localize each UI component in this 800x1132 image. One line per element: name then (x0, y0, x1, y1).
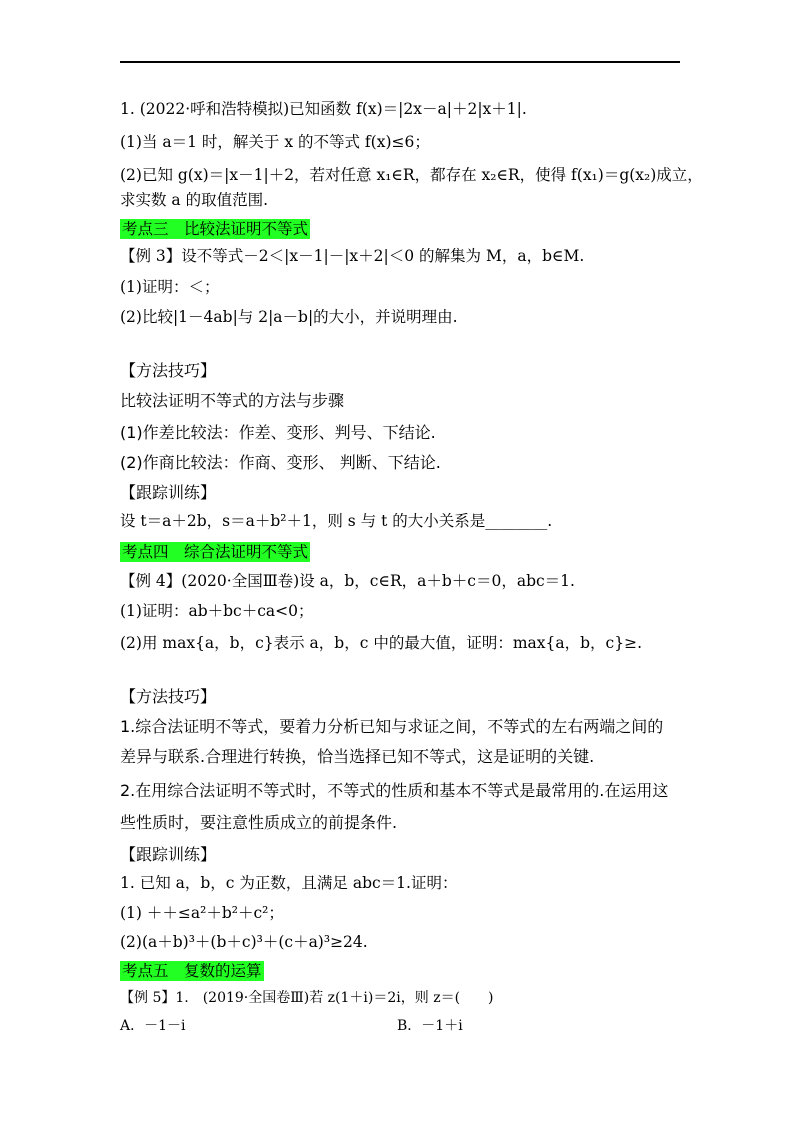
header-rule (120, 61, 680, 63)
example-4-part-1: (1)证明：ab＋bc＋ca<0； (120, 602, 314, 620)
method-tips-item-1: (1)作差比较法：作差、变形、判号、下结论. (120, 423, 436, 442)
option-a: A．－1－i (120, 1018, 186, 1034)
method-tips-para-2a: 2.在用综合法证明不等式时，不等式的性质和基本不等式是最常用的.在运用这 (120, 781, 669, 800)
section-heading-3-text: 考点三 比较法证明不等式 (122, 220, 309, 238)
problem-1-part-2-cont: 求实数 a 的取值范围. (120, 191, 269, 209)
option-b: B．－1＋i (397, 1018, 463, 1034)
method-tips-heading: 【方法技巧】 (120, 361, 217, 380)
section-heading-5 (120, 960, 264, 982)
method-tips-para-1b: 差异与联系.合理进行转换，恰当选择已知不等式，这是证明的关键. (120, 747, 595, 766)
practice-1-part-2: (2)(a＋b)³＋(b＋c)³＋(c＋a)³≥24. (120, 933, 368, 951)
section-heading-4 (120, 541, 310, 563)
tracking-practice-question: 设 t＝a＋2b，s＝a＋b²＋1，则 s 与 t 的大小关系是________. (120, 512, 553, 530)
method-tips-heading-2: 【方法技巧】 (120, 687, 217, 706)
method-tips-title: 比较法证明不等式的方法与步骤 (120, 391, 345, 410)
example-3-part-2: (2)比较|1－4ab|与 2|a－b|的大小，并说明理由. (120, 308, 458, 326)
tracking-practice-heading-2: 【跟踪训练】 (120, 845, 217, 864)
practice-1-stem: 1. 已知 a，b，c 为正数，且满足 abc＝1.证明： (120, 874, 458, 892)
example-3-part-1: (1)证明：＜； (120, 278, 220, 296)
method-tips-para-2b: 些性质时，要注意性质成立的前提条件. (120, 813, 398, 832)
example-4-stem: 【例 4】(2020·全国Ⅲ卷)设 a，b，c∈R，a＋b＋c＝0，abc＝1. (120, 572, 575, 590)
section-heading-5-text: 考点五 复数的运算 (122, 962, 262, 980)
method-tips-item-2: (2)作商比较法：作商、变形、 判断、下结论. (120, 453, 441, 472)
method-tips-para-1a: 1.综合法证明不等式，要着力分析已知与求证之间，不等式的左右两端之间的 (120, 717, 664, 736)
example-3-stem: 【例 3】设不等式－2＜|x－1|－|x＋2|＜0 的解集为 M，a，b∈M. (120, 247, 585, 265)
tracking-practice-heading: 【跟踪训练】 (120, 483, 217, 502)
problem-1-part-1: (1)当 a＝1 时，解关于 x 的不等式 f(x)≤6； (120, 133, 430, 151)
section-heading-3 (120, 218, 310, 240)
example-5-stem: 【例 5】1. (2019·全国卷Ⅲ)若 z(1＋i)＝2i，则 z＝( ) (120, 990, 494, 1006)
problem-1-part-2: (2)已知 g(x)＝|x－1|＋2，若对任意 x₁∈R，都存在 x₂∈R，使得 f(x₁)＝g(x₂)成立， (120, 166, 703, 184)
section-heading-4-text: 考点四 综合法证明不等式 (122, 543, 309, 561)
example-4-part-2: (2)用 max{a，b，c}表示 a，b，c 中的最大值，证明：max{a，b，c}≥. (120, 634, 642, 652)
practice-1-part-1: (1) ＋＋≤a²＋b²＋c²； (120, 904, 284, 922)
problem-1-stem: 1. (2022·呼和浩特模拟)已知函数 f(x)＝|2x－a|＋2|x＋1|. (120, 100, 527, 118)
